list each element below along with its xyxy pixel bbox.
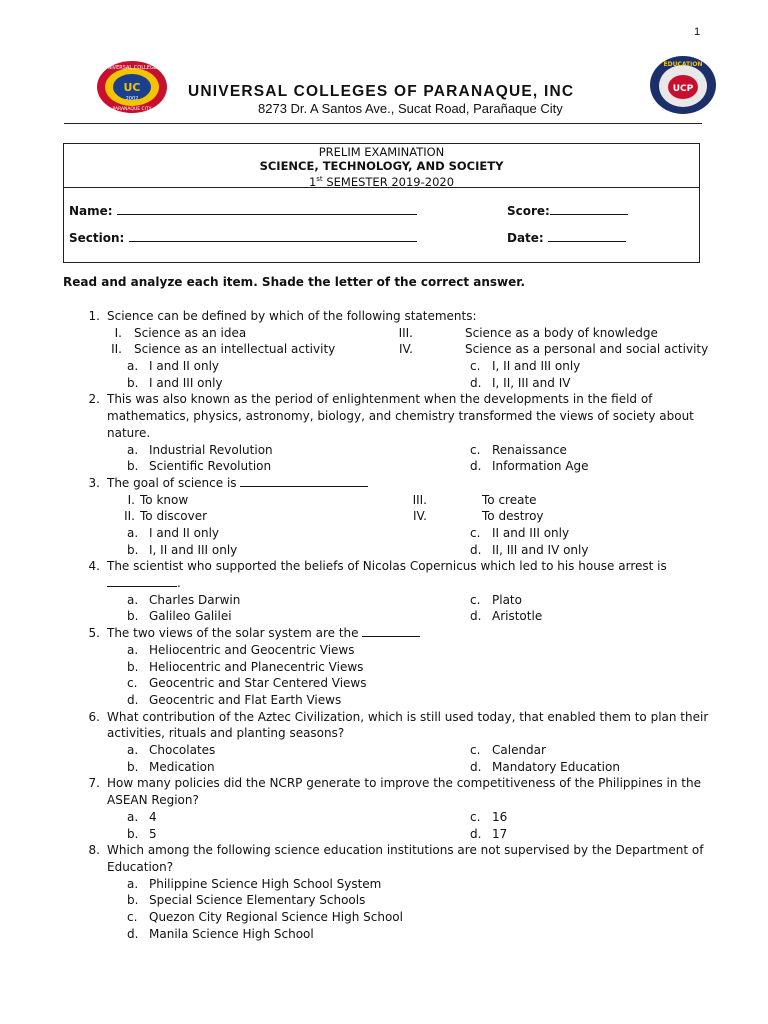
answer-option[interactable]	[470, 525, 569, 542]
answer-option[interactable]	[127, 692, 341, 709]
question-6	[80, 709, 720, 742]
roman-numeral: III.	[412, 492, 427, 507]
answer-option[interactable]	[127, 826, 157, 843]
option-row	[80, 926, 720, 943]
answer-option[interactable]	[127, 909, 403, 926]
option-row	[80, 642, 720, 659]
answer-option[interactable]	[470, 826, 507, 843]
roman-numeral: II.	[124, 509, 135, 524]
option-text: Philippine Science High School System	[149, 876, 382, 891]
college-address: 8273 Dr. A Santos Ave., Sucat Road, Parañaque City	[258, 101, 563, 116]
left-logo-monogram: UC	[123, 81, 141, 94]
option-row	[80, 809, 720, 826]
option-row	[80, 742, 720, 759]
answer-option[interactable]	[127, 675, 366, 692]
date-field[interactable]: Date:	[507, 231, 626, 245]
option-letter[interactable]: b.	[127, 459, 139, 474]
option-text: Aristotle	[492, 609, 543, 624]
name-field[interactable]: Name:	[69, 204, 417, 218]
option-letter[interactable]: b.	[127, 609, 139, 624]
option-text: I, II and III only	[149, 542, 238, 557]
roman-numeral: IV.	[412, 509, 427, 524]
option-row	[80, 525, 720, 542]
exam-heading	[64, 144, 699, 188]
option-row	[80, 592, 720, 609]
option-row	[80, 458, 720, 475]
option-letter[interactable]: d.	[127, 926, 139, 941]
question-list	[80, 308, 720, 942]
option-row	[80, 375, 720, 392]
question-text: How many policies did the NCRP generate to improve the competitiveness of the Philippines in the ASEAN Region?	[107, 776, 701, 808]
roman-row	[80, 341, 720, 358]
option-text: I, II, III and IV	[492, 375, 571, 390]
answer-option[interactable]	[127, 892, 365, 909]
roman-numeral: I.	[114, 325, 122, 340]
option-letter[interactable]: c.	[470, 809, 481, 824]
roman-statement: To create	[482, 492, 537, 507]
option-text: II and III only	[492, 526, 570, 541]
question-number: 1.	[88, 309, 100, 323]
option-letter[interactable]: b.	[127, 659, 139, 674]
option-letter[interactable]: d.	[470, 375, 482, 390]
answer-blank	[240, 476, 368, 487]
option-text: Industrial Revolution	[149, 442, 273, 457]
option-text: Geocentric and Star Centered Views	[149, 676, 367, 691]
roman-row	[80, 508, 720, 525]
answer-option[interactable]	[470, 458, 589, 475]
roman-statement: To know	[140, 492, 189, 507]
option-row	[80, 358, 720, 375]
exam-semester: 1st SEMESTER 2019-2020	[308, 174, 455, 189]
right-logo-monogram: UCP	[672, 84, 694, 94]
option-text: I and II only	[149, 526, 220, 541]
roman-statement: Science as a body of knowledge	[465, 325, 658, 340]
option-row	[80, 442, 720, 459]
option-letter[interactable]: a.	[127, 876, 139, 891]
option-letter[interactable]: d.	[470, 759, 482, 774]
question-number: 2.	[88, 392, 100, 407]
option-text: Calendar	[492, 743, 546, 758]
roman-statement: Science as an idea	[134, 325, 247, 340]
question-5	[80, 625, 720, 642]
question-text: Science can be defined by which of the following statements:	[107, 309, 477, 323]
answer-option[interactable]	[127, 375, 223, 392]
option-text: Charles Darwin	[149, 592, 241, 607]
question-text: Which among the following science education institutions are not supervised by the Department of Education?	[107, 843, 704, 874]
answer-blank	[107, 576, 177, 587]
option-letter[interactable]: a.	[127, 743, 139, 758]
option-text: Quezon City Regional Science High School	[149, 909, 403, 924]
option-row	[80, 659, 720, 676]
answer-option[interactable]	[127, 458, 271, 475]
page-number: 1	[694, 26, 701, 38]
exam-info-box	[63, 143, 700, 263]
option-letter[interactable]: c.	[127, 676, 138, 691]
option-row	[80, 542, 720, 559]
right-logo-text-top: EDUCATION	[663, 61, 703, 68]
left-logo-year: 2002	[125, 96, 139, 102]
college-name: UNIVERSAL COLLEGES OF PARANAQUE, INC	[188, 83, 575, 100]
option-text: Scientific Revolution	[149, 459, 272, 474]
answer-option[interactable]	[470, 759, 620, 776]
option-letter[interactable]: c.	[470, 743, 481, 758]
roman-numeral: II.	[111, 342, 122, 357]
option-letter[interactable]: b.	[127, 542, 139, 557]
education-seal-logo	[649, 55, 717, 115]
option-letter[interactable]: b.	[127, 375, 139, 390]
option-letter[interactable]: d.	[470, 542, 482, 557]
option-letter[interactable]: c.	[127, 909, 138, 924]
roman-row	[80, 325, 720, 342]
answer-option[interactable]	[470, 358, 580, 375]
option-row	[80, 608, 720, 625]
left-logo-text-top: UNIVERSAL COLLEGES	[103, 65, 161, 71]
option-letter[interactable]: b.	[127, 893, 139, 908]
option-row	[80, 675, 720, 692]
answer-option[interactable]	[470, 742, 546, 759]
question-7	[80, 775, 720, 808]
left-logo-text-bottom: PARANAQUE CITY	[112, 107, 152, 112]
roman-statement: To discover	[140, 509, 208, 524]
option-text: II, III and IV only	[492, 542, 589, 557]
question-text: What contribution of the Aztec Civilization, which is still used today, that enabled them to plan their activities, rituals and planting seasons?	[107, 709, 709, 741]
option-letter[interactable]: b.	[127, 826, 139, 841]
answer-option[interactable]	[127, 809, 157, 826]
question-3	[80, 475, 720, 492]
option-letter[interactable]: a.	[127, 442, 139, 457]
question-2	[80, 391, 720, 441]
option-letter[interactable]: a.	[127, 642, 139, 657]
option-text: Galileo Galilei	[149, 609, 232, 624]
question-text: The two views of the solar system are the	[107, 626, 359, 641]
option-row	[80, 759, 720, 776]
roman-statement: Science as a personal and social activity	[465, 342, 709, 357]
option-text: Medication	[149, 759, 215, 774]
option-row	[80, 909, 720, 926]
answer-option[interactable]	[470, 375, 570, 392]
question-text: The scientist who supported the beliefs of Nicolas Copernicus which led to his house arrest is	[107, 559, 667, 574]
option-text: I and III only	[149, 375, 223, 390]
option-letter[interactable]: d.	[470, 826, 482, 841]
option-letter[interactable]: b.	[127, 759, 139, 774]
exam-title: PRELIM EXAMINATION	[318, 145, 445, 159]
option-text: Plato	[492, 592, 522, 607]
option-letter[interactable]: a.	[127, 592, 139, 607]
answer-option[interactable]	[470, 592, 522, 609]
answer-option[interactable]	[470, 442, 567, 459]
answer-option[interactable]	[127, 442, 273, 459]
question-number: 4.	[88, 559, 100, 574]
option-row	[80, 692, 720, 709]
question-number: 7.	[88, 776, 100, 791]
answer-blank	[362, 626, 420, 637]
question-number: 3.	[88, 475, 100, 490]
option-text: Manila Science High School	[149, 926, 314, 941]
header-divider	[64, 123, 702, 124]
question-text: The goal of science is	[107, 475, 237, 490]
answer-option[interactable]	[127, 608, 232, 625]
option-text: Chocolates	[149, 743, 216, 758]
roman-statement: To destroy	[482, 509, 544, 524]
option-text: Mandatory Education	[492, 759, 620, 774]
option-text: I, II and III only	[492, 359, 581, 374]
option-row	[80, 876, 720, 893]
roman-numeral: I.	[127, 492, 135, 507]
college-seal-logo	[95, 60, 169, 114]
option-letter[interactable]: c.	[470, 442, 481, 457]
roman-numeral: IV.	[398, 342, 413, 357]
roman-row	[80, 492, 720, 509]
option-row	[80, 826, 720, 843]
answer-option[interactable]	[127, 742, 215, 759]
option-text: Heliocentric and Geocentric Views	[149, 642, 355, 657]
answer-option[interactable]	[127, 592, 240, 609]
question-number: 5.	[88, 626, 100, 641]
question-4: 4. The scientist who supported the beliefs of Nicolas Copernicus which led to his house arrest is .	[80, 558, 720, 591]
option-text: 4	[149, 809, 157, 824]
answer-option[interactable]	[127, 358, 219, 375]
option-row	[80, 892, 720, 909]
option-text: Special Science Elementary Schools	[149, 893, 366, 908]
option-letter[interactable]: a.	[127, 359, 139, 374]
option-letter[interactable]: c.	[470, 592, 481, 607]
answer-option[interactable]	[470, 608, 542, 625]
answer-option[interactable]	[127, 542, 237, 559]
question-text: This was also known as the period of enlightenment when the developments in the field of mathematics, physics, astronomy, biology, and chemistry transformed the views of society about nature.	[107, 392, 694, 440]
option-letter[interactable]: c.	[470, 526, 481, 541]
section-field[interactable]: Section:	[69, 231, 417, 245]
answer-option[interactable]	[470, 542, 588, 559]
option-text: 5	[149, 826, 157, 841]
option-text: 17	[492, 826, 508, 841]
option-text: I and II only	[149, 359, 220, 374]
answer-option[interactable]	[127, 642, 355, 659]
answer-option[interactable]	[127, 759, 215, 776]
option-text: Geocentric and Flat Earth Views	[149, 692, 342, 707]
answer-option[interactable]	[127, 525, 219, 542]
score-field[interactable]: Score:	[507, 204, 628, 218]
roman-statement: Science as an intellectual activity	[134, 342, 336, 357]
option-text: Information Age	[492, 459, 589, 474]
option-text: 16	[492, 809, 508, 824]
option-text: Heliocentric and Planecentric Views	[149, 659, 364, 674]
option-text: Renaissance	[492, 442, 567, 457]
option-letter[interactable]: c.	[470, 359, 481, 374]
instructions: Read and analyze each item. Shade the letter of the correct answer.	[63, 275, 526, 289]
answer-option[interactable]	[127, 876, 381, 893]
option-letter[interactable]: d.	[127, 692, 139, 707]
option-letter[interactable]: d.	[470, 609, 482, 624]
question-1	[80, 308, 720, 325]
roman-numeral: III.	[398, 325, 413, 340]
option-letter[interactable]: a.	[127, 809, 139, 824]
question-8	[80, 842, 720, 875]
question-number: 8.	[88, 843, 100, 858]
exam-subject: SCIENCE, TECHNOLOGY, AND SOCIETY	[259, 158, 504, 173]
answer-option[interactable]	[127, 659, 363, 676]
answer-option[interactable]	[470, 809, 507, 826]
option-letter[interactable]: d.	[470, 459, 482, 474]
option-letter[interactable]: a.	[127, 526, 139, 541]
question-number: 6.	[88, 709, 100, 724]
answer-option[interactable]	[127, 926, 314, 943]
